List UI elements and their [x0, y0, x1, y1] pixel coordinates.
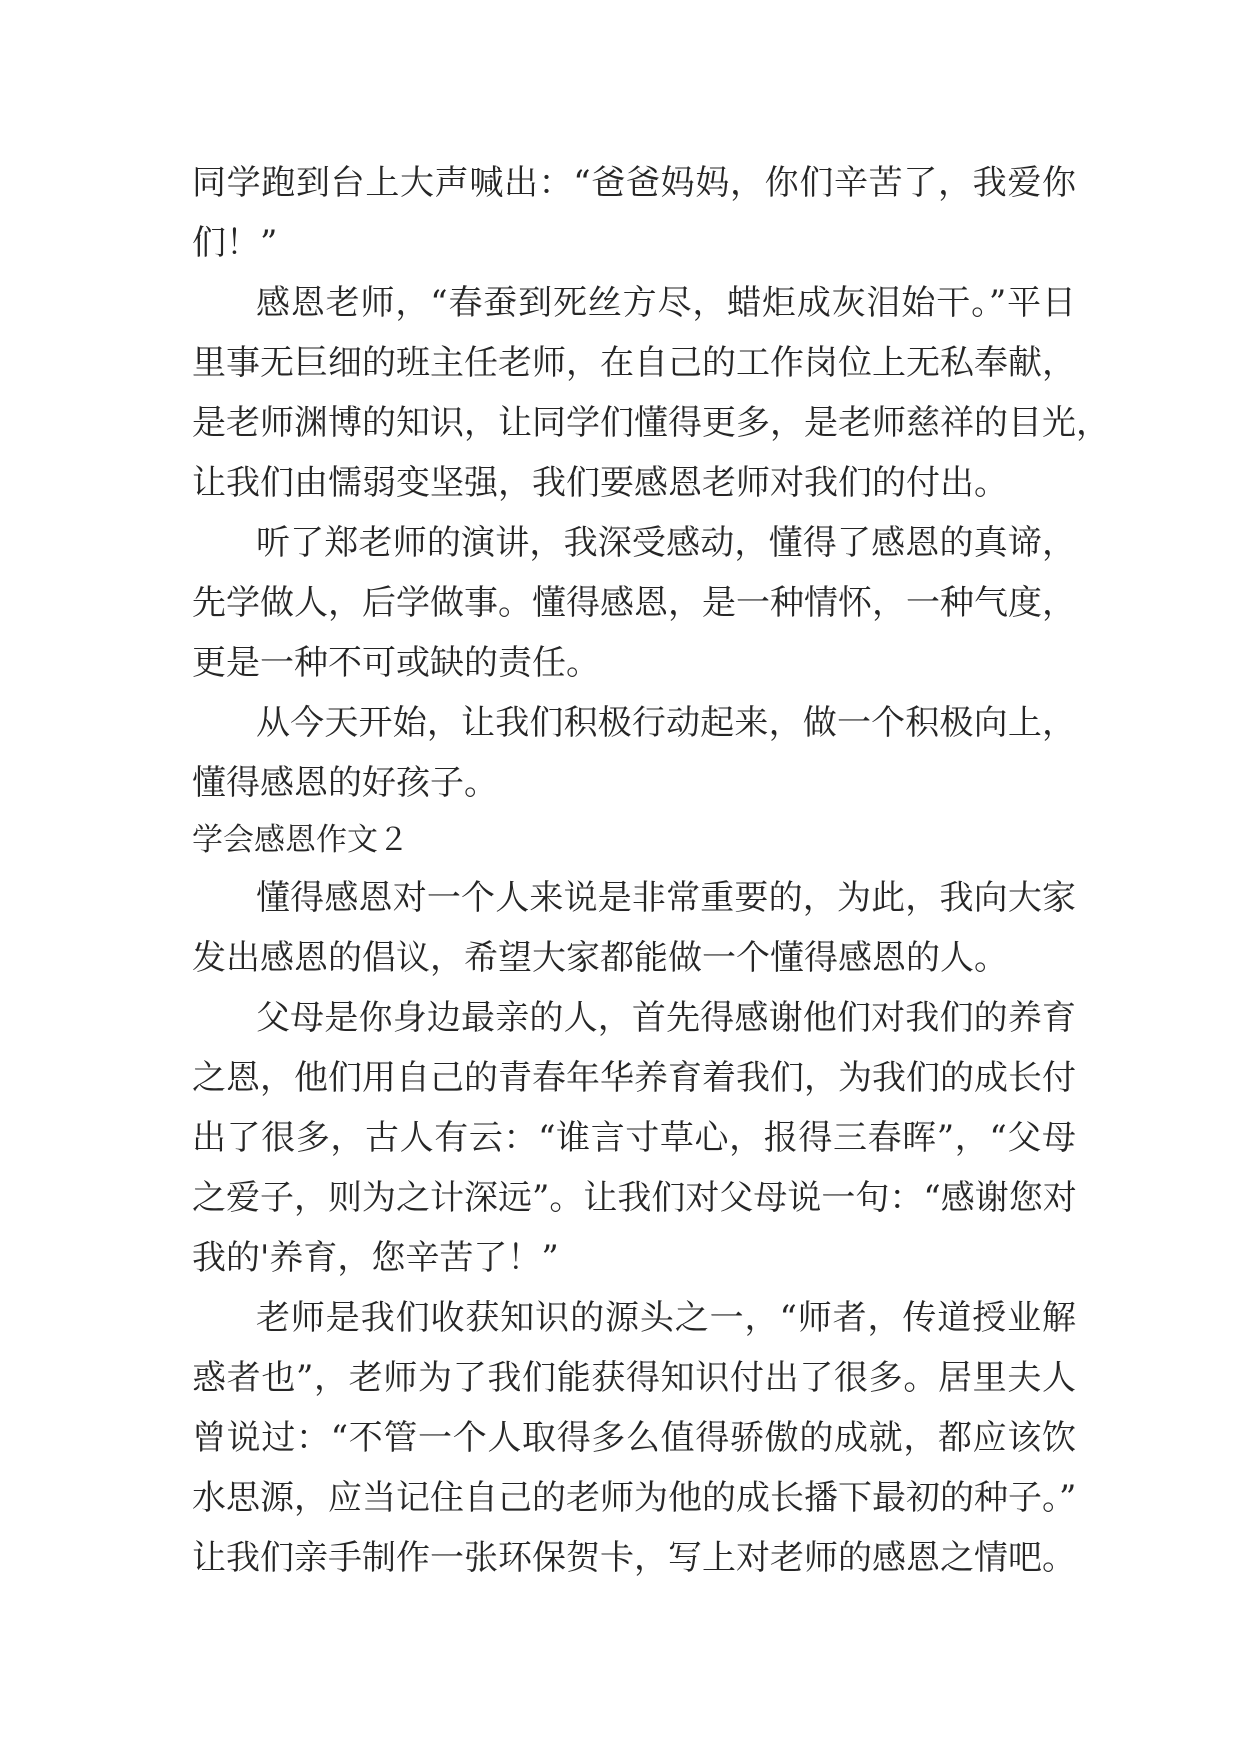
text-line: 之爱子，则为之计深远”。让我们对父母说一句：“感谢您对 — [192, 1178, 1077, 1218]
text-line: 出了很多，古人有云：“谁言寸草心，报得三春晖”，“父母 — [192, 1118, 1076, 1158]
text-line: 水思源，应当记住自己的老师为他的成长播下最初的种子。” — [192, 1478, 1077, 1518]
text-line: 是老师渊博的知识，让同学们懂得更多，是老师慈祥的目光， — [192, 403, 1110, 443]
text-line: 之恩，他们用自己的青春年华养育着我们，为我们的成长付 — [192, 1058, 1076, 1098]
paragraph-first-line: 从今天开始，让我们积极行动起来，做一个积极向上， — [256, 703, 1076, 743]
paragraph-first-line: 父母是你身边最亲的人，首先得感谢他们对我们的养育 — [256, 998, 1076, 1038]
text-line: 惑者也”，老师为了我们能获得知识付出了很多。居里夫人 — [192, 1358, 1076, 1398]
paragraph-first-line: 老师是我们收获知识的源头之一，“师者，传道授业解 — [256, 1298, 1076, 1338]
text-line: 曾说过：“不管一个人取得多么值得骄傲的成就，都应该饮 — [192, 1418, 1076, 1458]
paragraph-first-line: 感恩老师，“春蚕到死丝方尽，蜡炬成灰泪始干。”平日 — [256, 283, 1076, 323]
text-line: 让我们亲手制作一张环保贺卡，写上对老师的感恩之情吧。 — [192, 1538, 1076, 1578]
section-heading: 学会感恩作文２ — [192, 822, 409, 858]
text-line: 懂得感恩的好孩子。 — [192, 763, 498, 803]
paragraph-first-line: 懂得感恩对一个人来说是非常重要的，为此，我向大家 — [256, 878, 1076, 918]
text-line: 同学跑到台上大声喊出：“爸爸妈妈，你们辛苦了，我爱你 — [192, 163, 1076, 203]
paragraph-first-line: 听了郑老师的演讲，我深受感动，懂得了感恩的真谛， — [256, 523, 1076, 563]
text-line: 发出感恩的倡议，希望大家都能做一个懂得感恩的人。 — [192, 938, 1008, 978]
essay-body — [192, 153, 1110, 1588]
text-line: 让我们由懦弱变坚强，我们要感恩老师对我们的付出。 — [192, 463, 1008, 503]
text-line: 更是一种不可或缺的责任。 — [192, 643, 600, 683]
text-line: 我的'养育，您辛苦了！” — [192, 1238, 559, 1278]
text-line: 里事无巨细的班主任老师，在自己的工作岗位上无私奉献， — [192, 343, 1076, 383]
text-line: 先学做人，后学做事。懂得感恩，是一种情怀，一种气度， — [192, 583, 1076, 623]
text-line: 们！” — [192, 223, 278, 263]
